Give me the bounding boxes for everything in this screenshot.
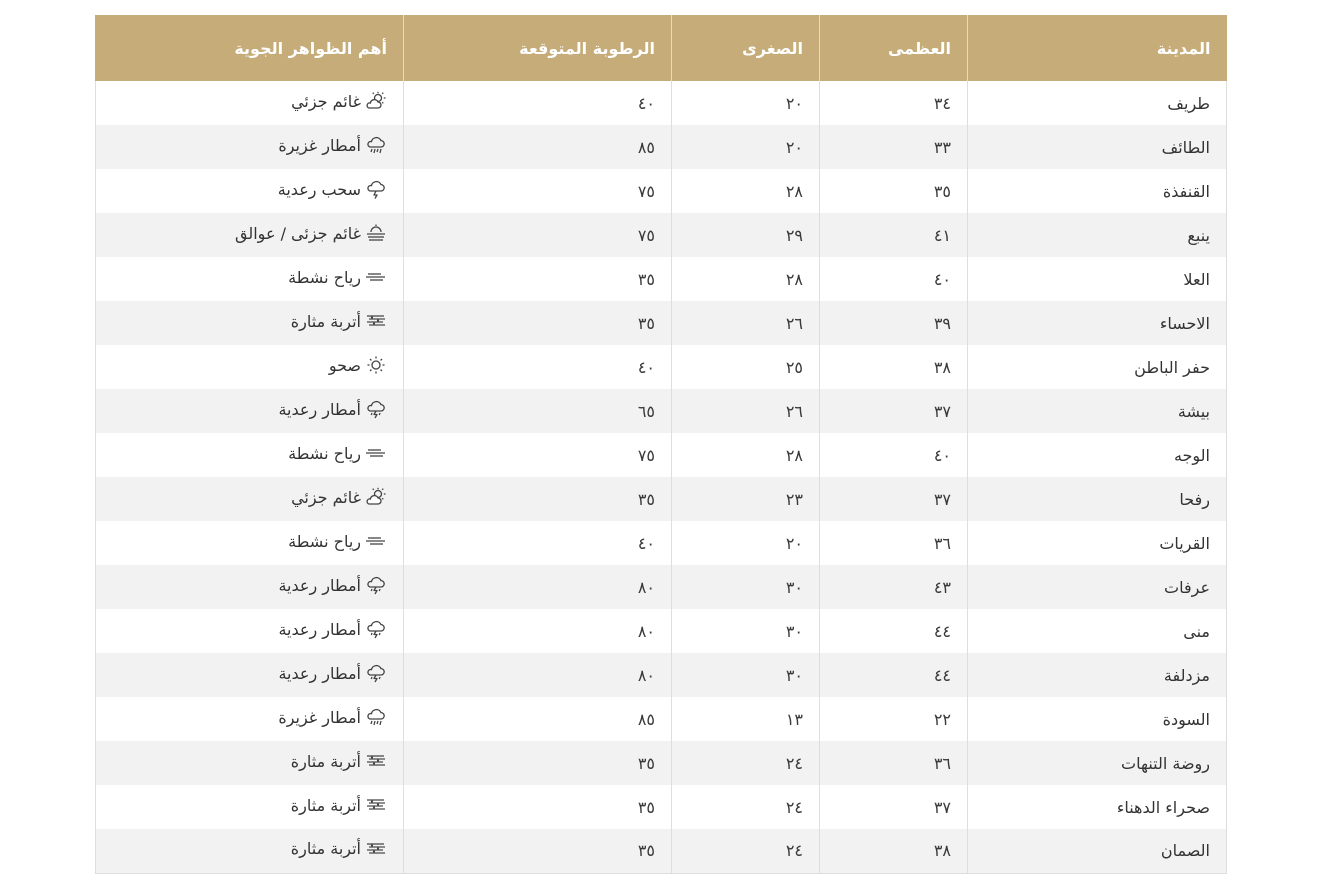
weather-cell (96, 213, 404, 257)
weather-cell (96, 829, 404, 873)
max-temp-cell: ٣٥ (820, 169, 968, 213)
weather-condition (278, 707, 387, 727)
header-humidity: الرطوبة المتوقعة (404, 15, 672, 81)
max-temp-cell: ٤٠ (820, 257, 968, 301)
dust-icon (365, 311, 387, 331)
weather-cell (96, 565, 404, 609)
humidity-cell: ٤٠ (404, 81, 672, 125)
city-cell: منى (968, 609, 1227, 653)
weather-condition (291, 839, 387, 859)
city-cell: القنفذة (968, 169, 1227, 213)
city-cell: القريات (968, 521, 1227, 565)
weather-cell (96, 521, 404, 565)
weather-label: أتربة مثارة (290, 751, 361, 771)
table-row (96, 169, 1227, 213)
weather-condition (288, 267, 387, 287)
table-row (96, 125, 1227, 169)
humidity-cell: ٤٠ (404, 521, 672, 565)
weather-condition (291, 487, 387, 507)
table-row (96, 829, 1227, 873)
city-cell: العلا (968, 257, 1227, 301)
max-temp-cell: ٤١ (820, 213, 968, 257)
weather-label: رياح نشطة (288, 267, 361, 287)
weather-cell (96, 257, 404, 301)
weather-condition (288, 443, 387, 463)
min-temp-cell: ٢٨ (672, 433, 820, 477)
weather-table-container (95, 15, 1226, 874)
table-row (96, 257, 1227, 301)
min-temp-cell: ٢٠ (672, 125, 820, 169)
humidity-cell: ٣٥ (404, 829, 672, 873)
weather-label: رياح نشطة (288, 443, 361, 463)
wind-icon (365, 531, 387, 551)
humidity-cell: ٣٥ (404, 477, 672, 521)
weather-label: أمطار غزيرة (278, 135, 361, 155)
weather-label: أمطار رعدية (278, 619, 361, 639)
humidity-cell: ٨٠ (404, 653, 672, 697)
weather-condition (291, 91, 387, 111)
max-temp-cell: ٤٤ (820, 609, 968, 653)
weather-condition (235, 223, 387, 243)
max-temp-cell: ٣٣ (820, 125, 968, 169)
min-temp-cell: ٢٦ (672, 301, 820, 345)
weather-condition (278, 399, 387, 419)
weather-cell (96, 125, 404, 169)
weather-cell (96, 389, 404, 433)
thunder-rain-icon (365, 399, 387, 419)
city-cell: الوجه (968, 433, 1227, 477)
humidity-cell: ٨٠ (404, 565, 672, 609)
humidity-cell: ٧٥ (404, 433, 672, 477)
dust-icon (365, 795, 387, 815)
weather-condition (278, 135, 387, 155)
humidity-cell: ٨٥ (404, 697, 672, 741)
max-temp-cell: ٤٣ (820, 565, 968, 609)
weather-label: رياح نشطة (288, 531, 361, 551)
max-temp-cell: ٣٧ (820, 477, 968, 521)
min-temp-cell: ١٣ (672, 697, 820, 741)
min-temp-cell: ٢٩ (672, 213, 820, 257)
weather-label: غائم جزئي (291, 487, 361, 507)
weather-condition (278, 179, 387, 199)
max-temp-cell: ٣٤ (820, 81, 968, 125)
weather-label: أمطار رعدية (278, 575, 361, 595)
max-temp-cell: ٣٧ (820, 785, 968, 829)
city-cell: روضة التنهات (968, 741, 1227, 785)
weather-label: أتربة مثارة (290, 795, 361, 815)
haze-icon (365, 223, 387, 243)
max-temp-cell: ٣٦ (820, 521, 968, 565)
min-temp-cell: ٢٨ (672, 257, 820, 301)
weather-condition (278, 619, 387, 639)
humidity-cell: ٤٠ (404, 345, 672, 389)
city-cell: صحراء الدهناء (968, 785, 1227, 829)
weather-label: أمطار رعدية (278, 663, 361, 683)
min-temp-cell: ٢٠ (672, 521, 820, 565)
table-row (96, 697, 1227, 741)
city-cell: مزدلفة (968, 653, 1227, 697)
table-row (96, 433, 1227, 477)
city-cell: بيشة (968, 389, 1227, 433)
min-temp-cell: ٢٥ (672, 345, 820, 389)
weather-label: أمطار غزيرة (278, 707, 361, 727)
weather-cell (96, 433, 404, 477)
weather-table (95, 15, 1227, 874)
weather-condition (291, 751, 387, 771)
weather-cell (96, 697, 404, 741)
thunder-rain-icon (365, 663, 387, 683)
weather-cell (96, 741, 404, 785)
table-row (96, 345, 1227, 389)
thunder-rain-icon (365, 575, 387, 595)
min-temp-cell: ٢٤ (672, 741, 820, 785)
min-temp-cell: ٣٠ (672, 653, 820, 697)
header-row (96, 15, 1227, 81)
weather-label: غائم جزئى / عوالق (235, 223, 361, 243)
min-temp-cell: ٣٠ (672, 565, 820, 609)
humidity-cell: ٦٥ (404, 389, 672, 433)
city-cell: ينبع (968, 213, 1227, 257)
humidity-cell: ٣٥ (404, 257, 672, 301)
min-temp-cell: ٢٣ (672, 477, 820, 521)
header-min-temp: الصغرى (672, 15, 820, 81)
weather-cell (96, 609, 404, 653)
table-row (96, 785, 1227, 829)
table-body (96, 81, 1227, 873)
header-max-temp: العظمى (820, 15, 968, 81)
partly-cloudy-icon (365, 91, 387, 111)
humidity-cell: ٨٥ (404, 125, 672, 169)
header-city: المدينة (968, 15, 1227, 81)
min-temp-cell: ٢٤ (672, 829, 820, 873)
max-temp-cell: ٣٨ (820, 829, 968, 873)
city-cell: عرفات (968, 565, 1227, 609)
wind-icon (365, 443, 387, 463)
table-row (96, 741, 1227, 785)
weather-cell (96, 785, 404, 829)
dust-icon (365, 839, 387, 859)
table-row (96, 81, 1227, 125)
max-temp-cell: ٢٢ (820, 697, 968, 741)
table-row (96, 213, 1227, 257)
weather-condition (278, 663, 387, 683)
table-row (96, 477, 1227, 521)
header-weather: أهم الظواهر الجوية (96, 15, 404, 81)
city-cell: الاحساء (968, 301, 1227, 345)
min-temp-cell: ٣٠ (672, 609, 820, 653)
weather-label: أتربة مثارة (290, 839, 361, 859)
max-temp-cell: ٣٧ (820, 389, 968, 433)
weather-label: أتربة مثارة (290, 311, 361, 331)
humidity-cell: ٧٥ (404, 213, 672, 257)
max-temp-cell: ٤٠ (820, 433, 968, 477)
weather-cell (96, 169, 404, 213)
weather-condition (278, 575, 387, 595)
thunder-rain-icon (365, 619, 387, 639)
min-temp-cell: ٢٤ (672, 785, 820, 829)
weather-label: سحب رعدية (277, 179, 361, 199)
heavy-rain-icon (365, 135, 387, 155)
table-row (96, 389, 1227, 433)
partly-cloudy-icon (365, 487, 387, 507)
weather-condition (288, 531, 387, 551)
heavy-rain-icon (365, 707, 387, 727)
table-row (96, 301, 1227, 345)
city-cell: رفحا (968, 477, 1227, 521)
sun-icon (365, 355, 387, 375)
max-temp-cell: ٣٩ (820, 301, 968, 345)
weather-cell (96, 301, 404, 345)
weather-cell (96, 345, 404, 389)
weather-label: صحو (328, 355, 361, 375)
table-row (96, 521, 1227, 565)
city-cell: الطائف (968, 125, 1227, 169)
humidity-cell: ٣٥ (404, 785, 672, 829)
min-temp-cell: ٢٨ (672, 169, 820, 213)
table-row (96, 653, 1227, 697)
weather-label: أمطار رعدية (278, 399, 361, 419)
weather-condition (329, 355, 387, 375)
max-temp-cell: ٤٤ (820, 653, 968, 697)
humidity-cell: ٨٠ (404, 609, 672, 653)
weather-condition (291, 311, 387, 331)
city-cell: السودة (968, 697, 1227, 741)
weather-cell (96, 81, 404, 125)
table-row (96, 565, 1227, 609)
max-temp-cell: ٣٨ (820, 345, 968, 389)
humidity-cell: ٣٥ (404, 301, 672, 345)
city-cell: الصمان (968, 829, 1227, 873)
weather-cell (96, 477, 404, 521)
city-cell: طريف (968, 81, 1227, 125)
table-row (96, 609, 1227, 653)
weather-condition (291, 795, 387, 815)
weather-label: غائم جزئي (291, 91, 361, 111)
humidity-cell: ٣٥ (404, 741, 672, 785)
table-header (96, 15, 1227, 81)
wind-icon (365, 267, 387, 287)
humidity-cell: ٧٥ (404, 169, 672, 213)
thunder-cloud-icon (365, 179, 387, 199)
dust-icon (365, 751, 387, 771)
min-temp-cell: ٢٠ (672, 81, 820, 125)
max-temp-cell: ٣٦ (820, 741, 968, 785)
min-temp-cell: ٢٦ (672, 389, 820, 433)
weather-cell (96, 653, 404, 697)
city-cell: حفر الباطن (968, 345, 1227, 389)
